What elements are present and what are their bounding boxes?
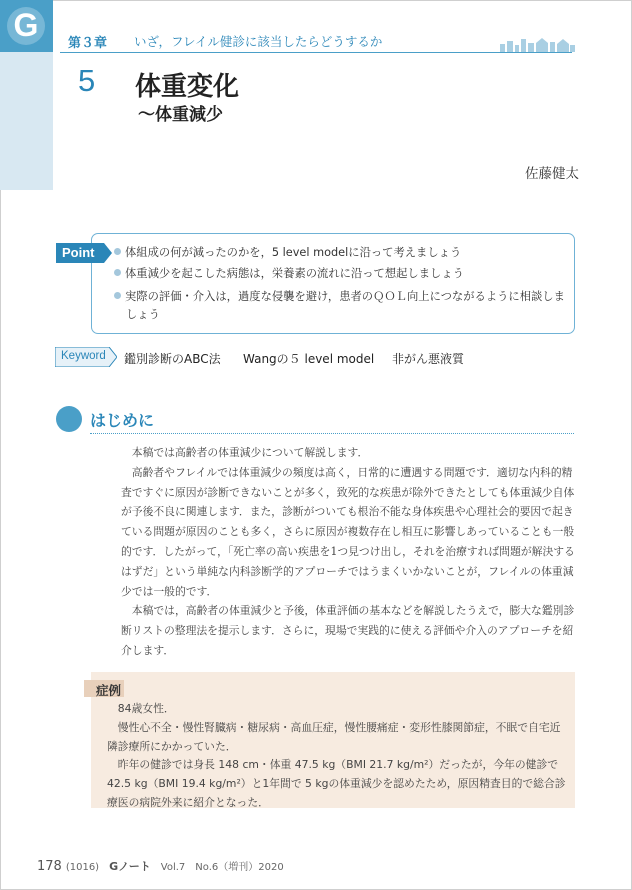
case-label: 症例 <box>96 683 122 698</box>
point-item <box>114 244 564 262</box>
journal-volume: Vol.7 No.6（増刊）2020 <box>160 862 284 873</box>
logo-letter: G <box>13 7 39 43</box>
journal-name: Gノート <box>109 860 151 873</box>
heading-divider <box>90 433 574 434</box>
bullet-icon <box>114 248 121 255</box>
chapter-title: いざ，フレイル健診に該当したらどうするか <box>134 34 383 49</box>
houses-icon <box>500 36 575 56</box>
author-name: 佐藤健太 <box>525 166 579 182</box>
keyword-item: Wangの５ level model <box>243 352 375 366</box>
page-number: 178 <box>37 859 62 874</box>
point-item-text: 体組成の何が減ったのかを，5 level modelに沿って考えましょう <box>125 246 462 259</box>
footer <box>37 858 294 874</box>
point-label-tag <box>56 243 111 263</box>
page-number-sub: (1016) <box>65 862 100 873</box>
keyword-tag <box>55 347 117 367</box>
heading-circle-icon <box>56 406 82 432</box>
point-item-text: 体重減少を起こした病態は，栄養素の流れに沿って想起しましょう <box>125 267 464 280</box>
point-item <box>114 265 564 283</box>
case-line: 84歳女性． <box>117 702 175 715</box>
case-body <box>107 700 567 813</box>
intro-body <box>121 443 576 661</box>
point-label: Point <box>62 245 95 260</box>
bullet-icon <box>114 269 121 276</box>
section-title: 体重変化 <box>135 72 240 102</box>
intro-heading: はじめに <box>90 411 155 430</box>
intro-paragraph: 高齢者やフレイルでは体重減少の頻度は高く，日常的に遭遇する問題です．適切な内科的精査ですぐに原因が診断できないことが多く，致死的な疾患が除外できたとしても体重減少自体が予後不良に関連します．また，診断がついても根治不能な身体疾患や心理社会的要因で起きている問題が原因のことも多く，さらに原因が複数存在し相互に影響しあっていることも一般的です．したがって，「死亡率の高い疾患を1つ見つけ出し，それを治療すれば問題が解決するはずだ」という単純な内科診断学的アプローチではうまくいかないことが，フレイルの体重減少では一般的です． <box>121 465 575 598</box>
case-line: 慢性心不全・慢性腎臓病・糖尿病・高血圧症，慢性腰痛症・変形性膝関節症，不眠で自宅近隣診療所にかかっていた． <box>107 720 561 753</box>
case-label-tag <box>84 680 124 697</box>
bullet-icon <box>114 292 121 299</box>
case-line: 昨年の健診では身長 148 cm・体重 47.5 kg（BMI 21.7 kg/m²）だったが，今年の健診で 42.5 kg（BMI 19.4 kg/m²）と1年間で 5 kgの体重減少を認めたため，原因精査目的で総合診療医の病院外来に紹介となった． <box>107 758 566 809</box>
point-item <box>114 288 576 324</box>
section-subtitle: ～体重減少 <box>138 105 223 125</box>
keyword-item: 非がん悪液質 <box>392 352 465 366</box>
keyword-label: Keyword <box>61 350 106 362</box>
intro-paragraph: 本稿では高齢者の体重減少について解説します． <box>131 446 369 459</box>
g-logo-icon <box>0 0 53 52</box>
intro-paragraph: 本稿では，高齢者の体重減少と予後，体重評価の基本などを解説したうえで，膨大な鑑別診断リストの整理法を提示します．さらに，現場で実践的に使える評価や介入のアプローチを紹介します． <box>121 604 575 657</box>
section-number: 5 <box>78 63 96 98</box>
keyword-item: 鑑別診断のABC法 <box>124 352 221 366</box>
point-item-text: 実際の評価・介入は，過度な侵襲を避け，患者のＱＯＬ向上につながるように相談しましょう <box>125 290 565 321</box>
chapter-label: 第３章 <box>68 36 108 51</box>
